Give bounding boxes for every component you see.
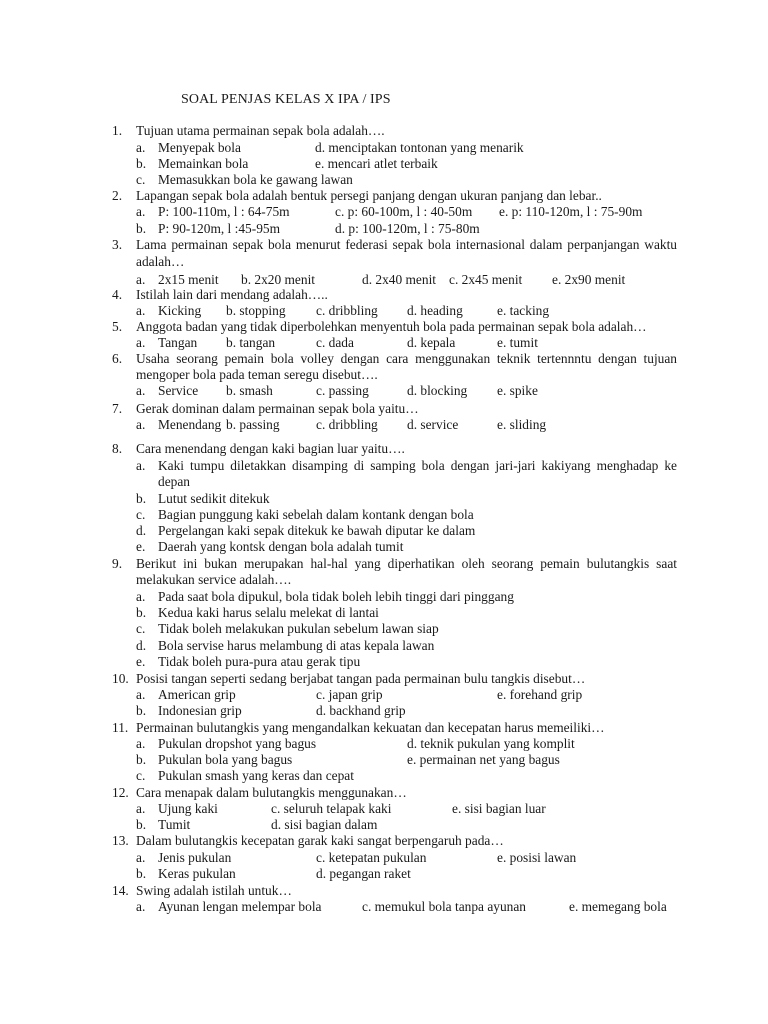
option-row xyxy=(0,155,768,172)
option-letter: c. xyxy=(136,507,146,522)
option-text: P: 100-110m, l : 64-75m xyxy=(158,204,290,219)
question-number: 13. xyxy=(112,833,129,848)
option-row xyxy=(0,735,768,752)
option-text: Indonesian grip xyxy=(158,703,242,718)
option-text: Lutut sedikit ditekuk xyxy=(158,491,270,506)
option-text: Jenis pukulan xyxy=(158,850,232,865)
option-row xyxy=(0,203,768,220)
question-text: Anggota badan yang tidak diperbolehkan menyentuh bola pada permainan sepak bola adalah… xyxy=(136,319,647,334)
option-text: b. tangan xyxy=(226,335,276,350)
option-letter: a. xyxy=(136,589,146,604)
option-letter: a. xyxy=(136,687,146,702)
option-text: d. menciptakan tontonan yang menarik xyxy=(315,140,524,155)
option-text: Bola servise harus melambung di atas kepala lawan xyxy=(158,638,435,653)
option-letter: a. xyxy=(136,736,146,751)
question-line xyxy=(0,122,768,139)
option-letter: c. xyxy=(136,172,146,187)
question-text: Dalam bulutangkis kecepatan garak kaki sangat berpengaruh pada… xyxy=(136,833,504,848)
option-text: Service xyxy=(158,383,199,398)
option-text: e. spike xyxy=(497,383,538,398)
option-text: e. mencari atlet terbaik xyxy=(315,156,438,171)
question-line xyxy=(0,400,768,417)
option-text: e. forehand grip xyxy=(497,687,583,702)
option-letter: b. xyxy=(136,752,147,767)
option-letter: d. xyxy=(136,638,147,653)
option-text: c. ketepatan pukulan xyxy=(316,850,427,865)
option-text: b. smash xyxy=(226,383,273,398)
question-line xyxy=(0,784,768,801)
option-row xyxy=(0,220,768,237)
option-text: e. p: 110-120m, l : 75-90m xyxy=(499,204,643,219)
option-text: Menyepak bola xyxy=(158,140,241,155)
option-text: e. tacking xyxy=(497,303,550,318)
option-text: Tidak boleh pura-pura atau gerak tipu xyxy=(158,654,361,669)
question-text: Lama permainan sepak bola menurut federasi sepak bola internasional dalam perpanjangan waktu xyxy=(136,237,677,252)
option-text: c. 2x45 menit xyxy=(449,272,523,287)
option-text: c. dribbling xyxy=(316,303,378,318)
option-letter: a. xyxy=(136,850,146,865)
option-letter: a. xyxy=(136,458,146,473)
option-letter: a. xyxy=(136,335,146,350)
option-letter: e. xyxy=(136,539,146,554)
option-text: e. tumit xyxy=(497,335,538,350)
option-letter: a. xyxy=(136,303,146,318)
option-text: c. p: 60-100m, l : 40-50m xyxy=(335,204,473,219)
option-row xyxy=(0,588,768,605)
option-text: Pukulan bola yang bagus xyxy=(158,752,293,767)
question-line xyxy=(0,670,768,687)
option-text: Daerah yang kontsk dengan bola adalah tumit xyxy=(158,539,404,554)
option-text: Keras pukulan xyxy=(158,866,236,881)
option-text: Memainkan bola xyxy=(158,156,249,171)
option-text: c. dribbling xyxy=(316,417,378,432)
option-row xyxy=(0,865,768,882)
question-line xyxy=(0,832,768,849)
question-number: 4. xyxy=(112,287,123,302)
option-text: d. backhand grip xyxy=(316,703,406,718)
option-text: e. 2x90 menit xyxy=(552,272,626,287)
question-line xyxy=(0,350,768,367)
question-line xyxy=(0,555,768,572)
option-text: c. memukul bola tanpa ayunan xyxy=(362,899,526,914)
question-line xyxy=(0,440,768,457)
option-text: Pada saat bola dipukul, bola tidak boleh lebih tinggi dari pinggang xyxy=(158,589,514,604)
option-row xyxy=(0,171,768,188)
question-number: 14. xyxy=(112,883,129,898)
option-letter: a. xyxy=(136,140,146,155)
option-text: Memasukkan bola ke gawang lawan xyxy=(158,172,353,187)
option-letter: b. xyxy=(136,491,147,506)
option-text: e. sisi bagian luar xyxy=(452,801,546,816)
option-row xyxy=(0,604,768,621)
option-text: d. sisi bagian dalam xyxy=(271,817,378,832)
question-text: Posisi tangan seperti sedang berjabat tangan pada permainan bulu tangkis disebut… xyxy=(136,671,586,686)
option-text: b. 2x20 menit xyxy=(241,272,316,287)
question-text: Gerak dominan dalam permainan sepak bola yaitu… xyxy=(136,401,419,416)
option-text: c. seluruh telapak kaki xyxy=(271,801,392,816)
page-title: SOAL PENJAS KELAS X IPA / IPS xyxy=(181,92,391,107)
option-row xyxy=(0,334,768,351)
question-number: 6. xyxy=(112,351,123,366)
option-letter: e. xyxy=(136,654,146,669)
question-text: Lapangan sepak bola adalah bentuk persegi panjang dengan ukuran panjang dan lebar.. xyxy=(136,188,602,203)
option-row xyxy=(0,490,768,507)
option-text: d. p: 100-120m, l : 75-80m xyxy=(335,221,480,236)
option-letter: b. xyxy=(136,605,147,620)
option-letter: c. xyxy=(136,621,146,636)
option-letter: b. xyxy=(136,703,147,718)
option-text: b. stopping xyxy=(226,303,286,318)
question-number: 1. xyxy=(112,123,123,138)
option-row xyxy=(0,457,768,474)
option-row xyxy=(0,816,768,833)
option-letter: a. xyxy=(136,383,146,398)
option-letter: c. xyxy=(136,768,146,783)
question-number: 7. xyxy=(112,401,123,416)
option-row xyxy=(0,767,768,784)
option-text: c. japan grip xyxy=(316,687,383,702)
option-letter: b. xyxy=(136,817,147,832)
option-text: Kaki tumpu diletakkan disamping di samping bola dengan jari-jari kakiyang menghadap ke xyxy=(158,458,677,473)
question-line xyxy=(0,719,768,736)
question-text: Tujuan utama permainan sepak bola adalah…. xyxy=(136,123,385,138)
question-text-continued: melakukan service adalah…. xyxy=(136,572,292,587)
option-text: d. pegangan raket xyxy=(316,866,411,881)
question-line xyxy=(0,318,768,335)
option-text: Kedua kaki harus selalu melekat di lantai xyxy=(158,605,379,620)
option-row xyxy=(0,382,768,399)
option-row xyxy=(0,139,768,156)
option-row xyxy=(0,637,768,654)
option-text: Pukulan smash yang keras dan cepat xyxy=(158,768,354,783)
option-text: Ujung kaki xyxy=(158,801,218,816)
option-row xyxy=(0,620,768,637)
option-row xyxy=(0,702,768,719)
question-continuation xyxy=(0,366,768,383)
option-text: Tidak boleh melakukan pukulan sebelum lawan siap xyxy=(158,621,439,636)
option-row xyxy=(0,800,768,817)
option-text: Kicking xyxy=(158,303,202,318)
option-row xyxy=(0,473,768,490)
question-number: 3. xyxy=(112,237,123,252)
question-text: Cara menendang dengan kaki bagian luar yaitu…. xyxy=(136,441,405,456)
option-text: e. permainan net yang bagus xyxy=(407,752,560,767)
question-text: Cara menapak dalam bulutangkis menggunakan… xyxy=(136,785,407,800)
option-text: depan xyxy=(158,474,190,489)
option-text: Bagian punggung kaki sebelah dalam kontank dengan bola xyxy=(158,507,474,522)
option-letter: d. xyxy=(136,523,147,538)
option-row xyxy=(0,653,768,670)
question-number: 8. xyxy=(112,441,123,456)
question-text: Usaha seorang pemain bola volley dengan cara menggunakan teknik tertennntu dengan tujuan xyxy=(136,351,677,366)
question-continuation xyxy=(0,571,768,588)
question-continuation xyxy=(0,253,768,270)
option-text: d. kepala xyxy=(407,335,456,350)
option-row xyxy=(0,522,768,539)
option-letter: a. xyxy=(136,272,146,287)
question-text: Istilah lain dari mendang adalah….. xyxy=(136,287,328,302)
question-text-continued: mengoper bola pada teman seregu disebut…. xyxy=(136,367,378,382)
question-number: 12. xyxy=(112,785,129,800)
option-text: d. teknik pukulan yang komplit xyxy=(407,736,575,751)
option-row xyxy=(0,898,768,915)
option-letter: b. xyxy=(136,156,147,171)
option-text: d. blocking xyxy=(407,383,468,398)
question-number: 9. xyxy=(112,556,123,571)
option-text: b. passing xyxy=(226,417,280,432)
option-text: P: 90-120m, l :45-95m xyxy=(158,221,281,236)
question-number: 10. xyxy=(112,671,129,686)
option-letter: b. xyxy=(136,866,147,881)
question-text: Swing adalah istilah untuk… xyxy=(136,883,292,898)
option-text: c. passing xyxy=(316,383,369,398)
option-row xyxy=(0,849,768,866)
option-text: e. memegang bola xyxy=(569,899,667,914)
option-letter: b. xyxy=(136,221,147,236)
option-text: c. dada xyxy=(316,335,354,350)
option-row xyxy=(0,538,768,555)
option-letter: a. xyxy=(136,204,146,219)
option-text: d. 2x40 menit xyxy=(362,272,437,287)
question-text: Berikut ini bukan merupakan hal-hal yang diperhatikan oleh seorang pemain bulutangkis saat xyxy=(136,556,677,571)
question-number: 5. xyxy=(112,319,123,334)
question-line xyxy=(0,236,768,253)
option-text: e. posisi lawan xyxy=(497,850,577,865)
question-line xyxy=(0,187,768,204)
option-letter: a. xyxy=(136,801,146,816)
option-text: d. heading xyxy=(407,303,463,318)
question-number: 2. xyxy=(112,188,123,203)
option-row xyxy=(0,751,768,768)
question-text-continued: adalah… xyxy=(136,254,185,269)
question-line xyxy=(0,882,768,899)
option-row xyxy=(0,416,768,433)
question-line xyxy=(0,286,768,303)
option-text: American grip xyxy=(158,687,236,702)
option-text: Tangan xyxy=(158,335,198,350)
option-letter: a. xyxy=(136,417,146,432)
option-text: d. service xyxy=(407,417,459,432)
option-text: Ayunan lengan melempar bola xyxy=(158,899,322,914)
option-text: Pukulan dropshot yang bagus xyxy=(158,736,317,751)
option-text: 2x15 menit xyxy=(158,272,219,287)
option-text: e. sliding xyxy=(497,417,547,432)
option-text: Tumit xyxy=(158,817,191,832)
option-row xyxy=(0,686,768,703)
question-text: Permainan bulutangkis yang mengandalkan kekuatan dan kecepatan harus memeiliki… xyxy=(136,720,605,735)
option-row xyxy=(0,506,768,523)
option-text: Menendang xyxy=(158,417,222,432)
option-letter: a. xyxy=(136,899,146,914)
option-row xyxy=(0,302,768,319)
question-number: 11. xyxy=(112,720,129,735)
option-text: Pergelangan kaki sepak ditekuk ke bawah diputar ke dalam xyxy=(158,523,476,538)
